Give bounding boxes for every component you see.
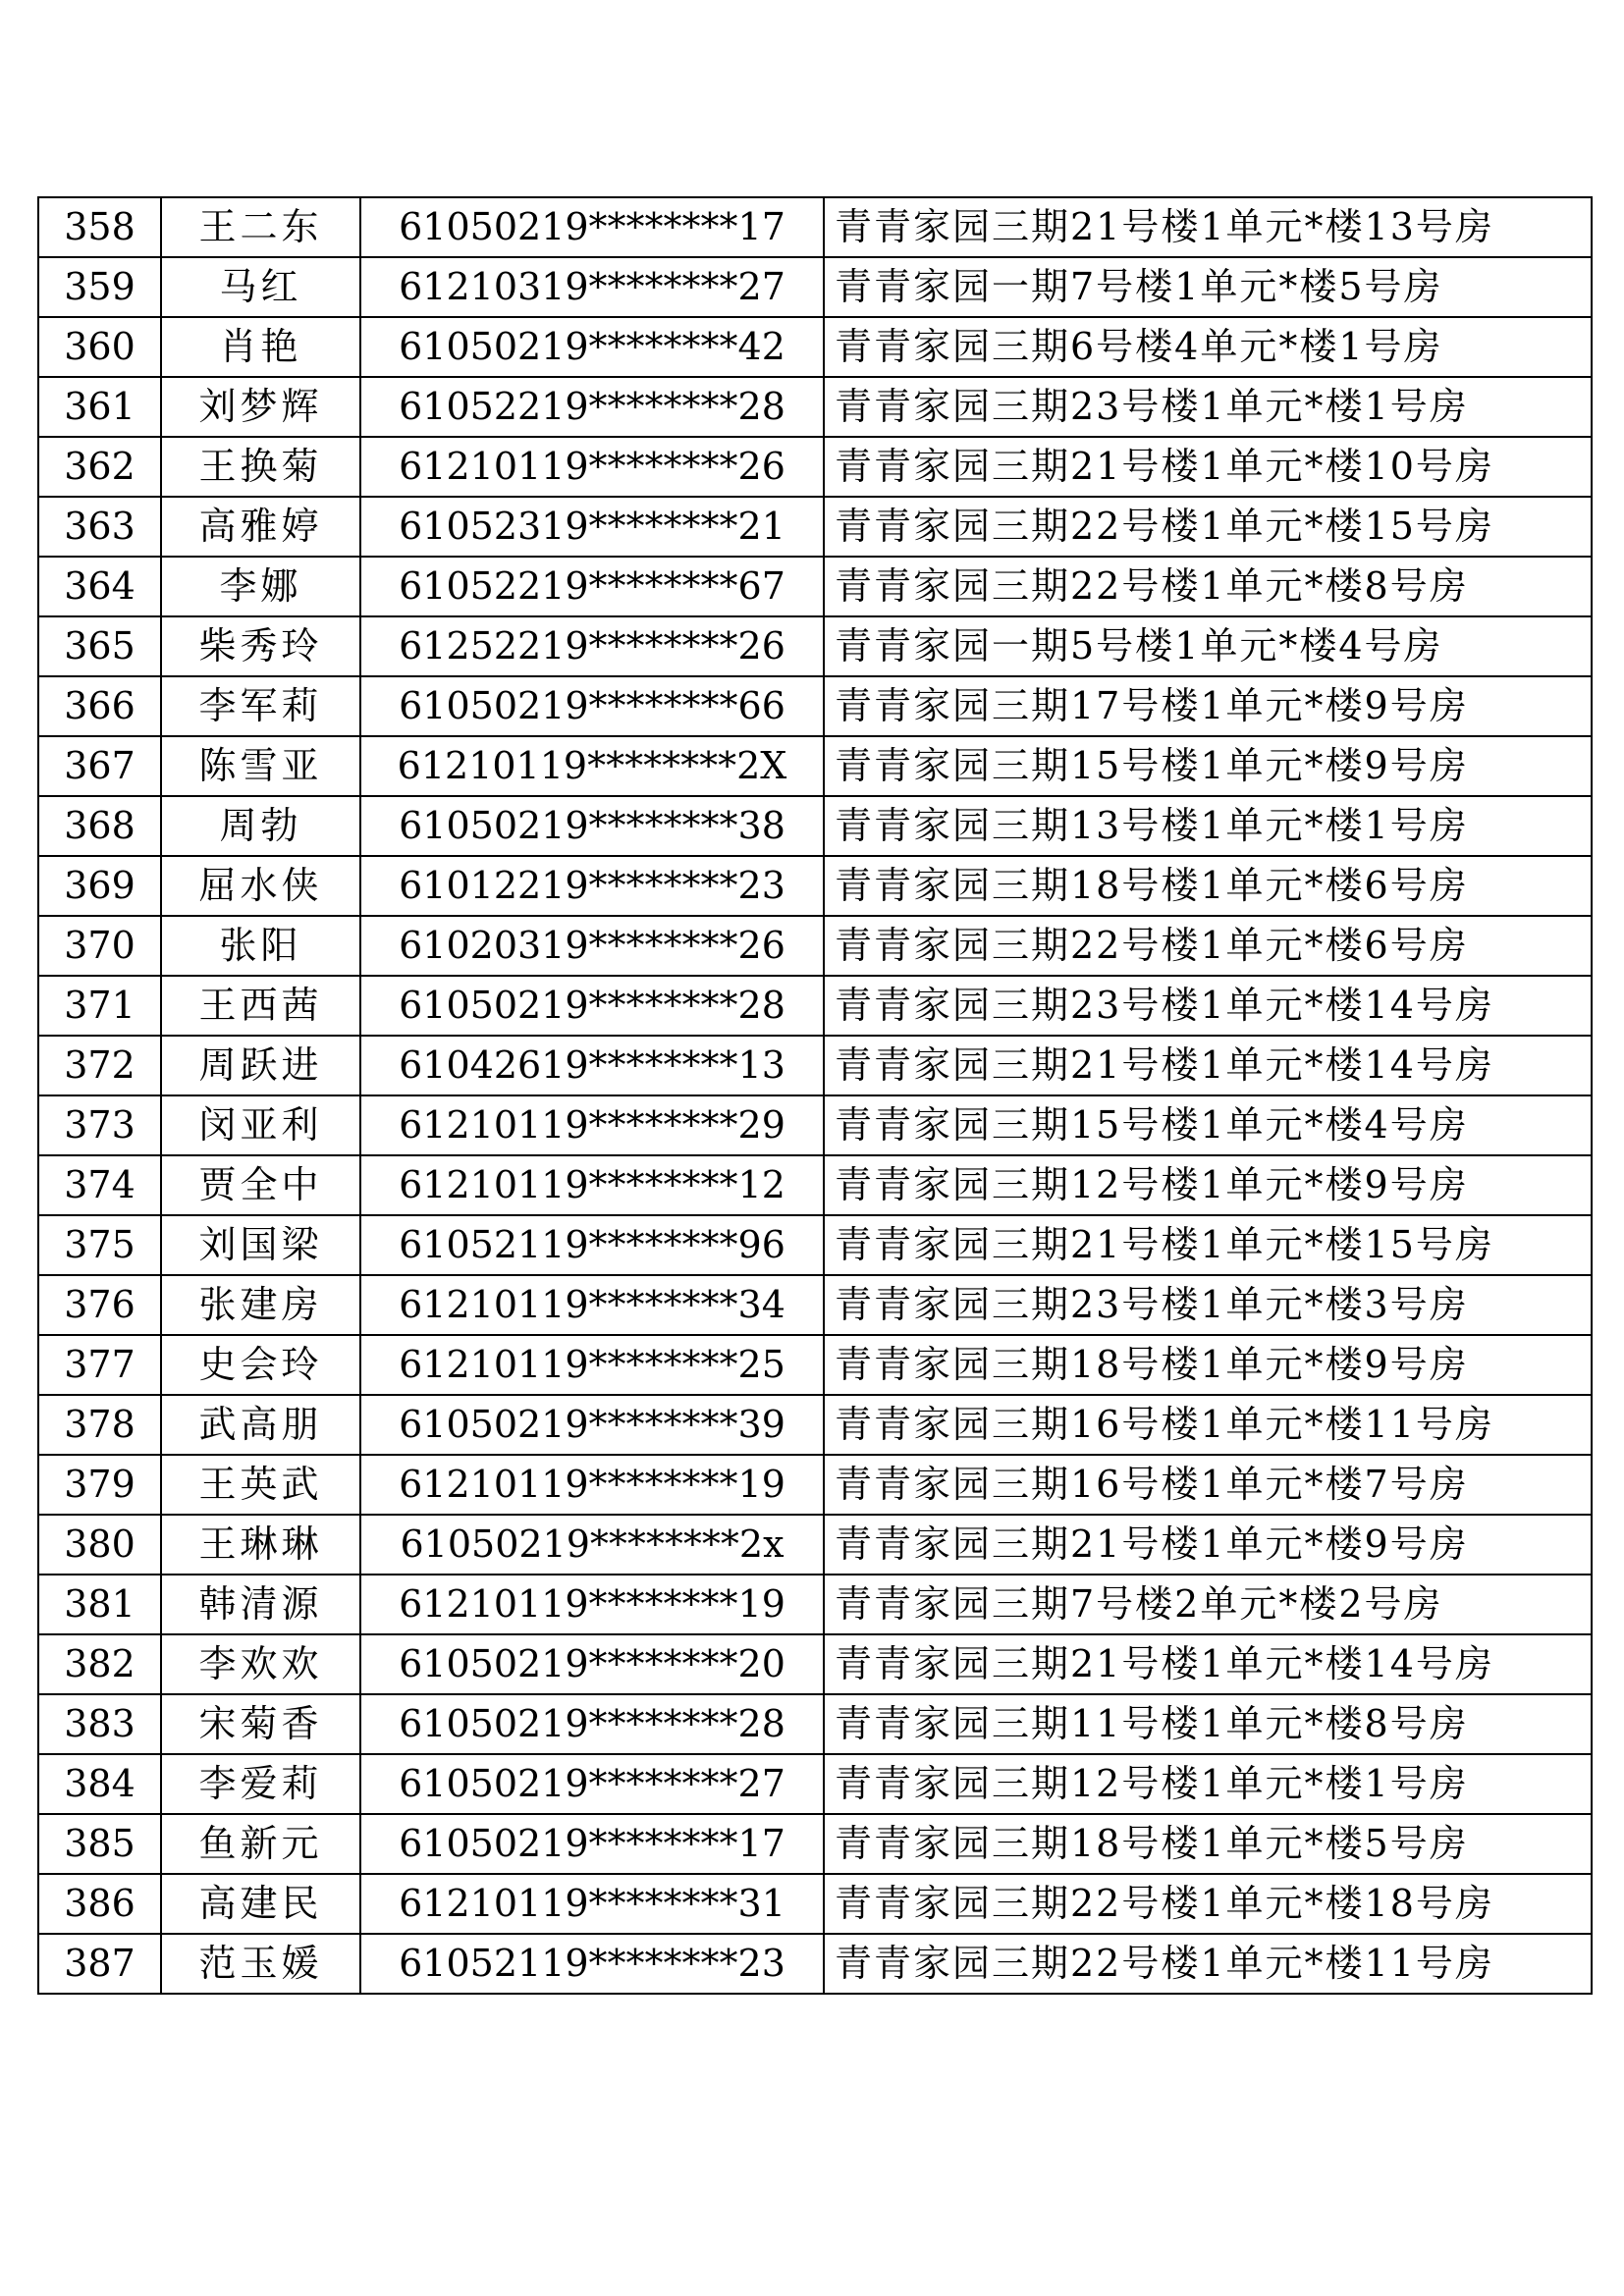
address-cell: 青青家园三期23号楼1单元*楼1号房 [824, 377, 1592, 437]
id-number-cell: 61210119********31 [360, 1874, 824, 1934]
id-number-cell: 61050219********27 [360, 1754, 824, 1814]
table-row [38, 1874, 1592, 1934]
row-number-cell: 358 [38, 197, 161, 257]
name-cell: 刘国梁 [161, 1215, 360, 1275]
address-cell: 青青家园三期16号楼1单元*楼7号房 [824, 1455, 1592, 1515]
row-number-cell: 385 [38, 1814, 161, 1874]
table-row [38, 1155, 1592, 1215]
address-cell: 青青家园三期15号楼1单元*楼4号房 [824, 1095, 1592, 1155]
address-cell: 青青家园三期22号楼1单元*楼11号房 [824, 1934, 1592, 1994]
name-cell: 李爱莉 [161, 1754, 360, 1814]
row-number-cell: 376 [38, 1275, 161, 1335]
name-cell: 王二东 [161, 197, 360, 257]
address-cell: 青青家园三期22号楼1单元*楼6号房 [824, 916, 1592, 976]
table-row [38, 976, 1592, 1036]
address-cell: 青青家园三期22号楼1单元*楼15号房 [824, 497, 1592, 557]
table-row [38, 1455, 1592, 1515]
id-number-cell: 61052219********67 [360, 557, 824, 616]
id-number-cell: 61210119********25 [360, 1335, 824, 1395]
row-number-cell: 374 [38, 1155, 161, 1215]
name-cell: 宋菊香 [161, 1694, 360, 1754]
name-cell: 周勃 [161, 796, 360, 856]
address-cell: 青青家园三期21号楼1单元*楼14号房 [824, 1634, 1592, 1694]
address-cell: 青青家园三期22号楼1单元*楼8号房 [824, 557, 1592, 616]
table-row [38, 257, 1592, 317]
row-number-cell: 384 [38, 1754, 161, 1814]
name-cell: 贾全中 [161, 1155, 360, 1215]
id-number-cell: 61252219********26 [360, 616, 824, 676]
id-number-cell: 61210119********19 [360, 1575, 824, 1634]
name-cell: 刘梦辉 [161, 377, 360, 437]
address-cell: 青青家园三期21号楼1单元*楼9号房 [824, 1515, 1592, 1575]
address-cell: 青青家园三期11号楼1单元*楼8号房 [824, 1694, 1592, 1754]
row-number-cell: 382 [38, 1634, 161, 1694]
id-number-cell: 61050219********17 [360, 197, 824, 257]
address-cell: 青青家园三期18号楼1单元*楼6号房 [824, 856, 1592, 916]
table-row [38, 1515, 1592, 1575]
id-number-cell: 61050219********28 [360, 1694, 824, 1754]
table-row [38, 1575, 1592, 1634]
row-number-cell: 380 [38, 1515, 161, 1575]
name-cell: 柴秀玲 [161, 616, 360, 676]
id-number-cell: 61210119********19 [360, 1455, 824, 1515]
row-number-cell: 378 [38, 1395, 161, 1455]
table-row [38, 736, 1592, 796]
row-number-cell: 367 [38, 736, 161, 796]
id-number-cell: 61052219********28 [360, 377, 824, 437]
table-row [38, 197, 1592, 257]
name-cell: 鱼新元 [161, 1814, 360, 1874]
row-number-cell: 375 [38, 1215, 161, 1275]
id-number-cell: 61052119********23 [360, 1934, 824, 1994]
address-cell: 青青家园三期18号楼1单元*楼5号房 [824, 1814, 1592, 1874]
table-row [38, 497, 1592, 557]
row-number-cell: 365 [38, 616, 161, 676]
table-row [38, 916, 1592, 976]
table-row [38, 1275, 1592, 1335]
table-row [38, 1036, 1592, 1095]
row-number-cell: 383 [38, 1694, 161, 1754]
id-number-cell: 61210119********29 [360, 1095, 824, 1155]
address-cell: 青青家园三期16号楼1单元*楼11号房 [824, 1395, 1592, 1455]
row-number-cell: 368 [38, 796, 161, 856]
address-cell: 青青家园一期7号楼1单元*楼5号房 [824, 257, 1592, 317]
name-cell: 李欢欢 [161, 1634, 360, 1694]
table-row [38, 676, 1592, 736]
name-cell: 王英武 [161, 1455, 360, 1515]
id-number-cell: 61210119********12 [360, 1155, 824, 1215]
roster-table [37, 196, 1593, 1995]
name-cell: 武高朋 [161, 1395, 360, 1455]
address-cell: 青青家园三期18号楼1单元*楼9号房 [824, 1335, 1592, 1395]
row-number-cell: 359 [38, 257, 161, 317]
address-cell: 青青家园三期21号楼1单元*楼13号房 [824, 197, 1592, 257]
id-number-cell: 61210119********34 [360, 1275, 824, 1335]
name-cell: 肖艳 [161, 317, 360, 377]
id-number-cell: 61012219********23 [360, 856, 824, 916]
row-number-cell: 361 [38, 377, 161, 437]
id-number-cell: 61052119********96 [360, 1215, 824, 1275]
id-number-cell: 61050219********28 [360, 976, 824, 1036]
name-cell: 王西茜 [161, 976, 360, 1036]
name-cell: 屈水侠 [161, 856, 360, 916]
name-cell: 李军莉 [161, 676, 360, 736]
table-row [38, 796, 1592, 856]
id-number-cell: 61050219********2x [360, 1515, 824, 1575]
name-cell: 史会玲 [161, 1335, 360, 1395]
id-number-cell: 61210319********27 [360, 257, 824, 317]
id-number-cell: 61210119********26 [360, 437, 824, 497]
table-row [38, 1335, 1592, 1395]
name-cell: 马红 [161, 257, 360, 317]
table-row [38, 317, 1592, 377]
table-row [38, 557, 1592, 616]
table-row [38, 1395, 1592, 1455]
table-row [38, 377, 1592, 437]
address-cell: 青青家园三期23号楼1单元*楼3号房 [824, 1275, 1592, 1335]
id-number-cell: 61050219********42 [360, 317, 824, 377]
table-row [38, 1215, 1592, 1275]
id-number-cell: 61020319********26 [360, 916, 824, 976]
name-cell: 韩清源 [161, 1575, 360, 1634]
id-number-cell: 61042619********13 [360, 1036, 824, 1095]
row-number-cell: 363 [38, 497, 161, 557]
table-row [38, 1694, 1592, 1754]
name-cell: 张阳 [161, 916, 360, 976]
id-number-cell: 61052319********21 [360, 497, 824, 557]
address-cell: 青青家园一期5号楼1单元*楼4号房 [824, 616, 1592, 676]
row-number-cell: 369 [38, 856, 161, 916]
address-cell: 青青家园三期21号楼1单元*楼15号房 [824, 1215, 1592, 1275]
address-cell: 青青家园三期21号楼1单元*楼14号房 [824, 1036, 1592, 1095]
table-row [38, 856, 1592, 916]
address-cell: 青青家园三期23号楼1单元*楼14号房 [824, 976, 1592, 1036]
name-cell: 高建民 [161, 1874, 360, 1934]
row-number-cell: 386 [38, 1874, 161, 1934]
name-cell: 闵亚利 [161, 1095, 360, 1155]
id-number-cell: 61050219********39 [360, 1395, 824, 1455]
table-row [38, 1754, 1592, 1814]
name-cell: 张建房 [161, 1275, 360, 1335]
name-cell: 周跃进 [161, 1036, 360, 1095]
address-cell: 青青家园三期12号楼1单元*楼9号房 [824, 1155, 1592, 1215]
table-row [38, 1814, 1592, 1874]
address-cell: 青青家园三期6号楼4单元*楼1号房 [824, 317, 1592, 377]
row-number-cell: 379 [38, 1455, 161, 1515]
name-cell: 陈雪亚 [161, 736, 360, 796]
roster-body [38, 197, 1592, 1994]
table-row [38, 1934, 1592, 1994]
id-number-cell: 61210119********2X [360, 736, 824, 796]
address-cell: 青青家园三期21号楼1单元*楼10号房 [824, 437, 1592, 497]
id-number-cell: 61050219********20 [360, 1634, 824, 1694]
id-number-cell: 61050219********66 [360, 676, 824, 736]
table-row [38, 616, 1592, 676]
row-number-cell: 381 [38, 1575, 161, 1634]
table-row [38, 1634, 1592, 1694]
name-cell: 王琳琳 [161, 1515, 360, 1575]
id-number-cell: 61050219********38 [360, 796, 824, 856]
row-number-cell: 377 [38, 1335, 161, 1395]
row-number-cell: 364 [38, 557, 161, 616]
row-number-cell: 360 [38, 317, 161, 377]
address-cell: 青青家园三期15号楼1单元*楼9号房 [824, 736, 1592, 796]
name-cell: 李娜 [161, 557, 360, 616]
table-row [38, 437, 1592, 497]
address-cell: 青青家园三期12号楼1单元*楼1号房 [824, 1754, 1592, 1814]
name-cell: 范玉媛 [161, 1934, 360, 1994]
table-row [38, 1095, 1592, 1155]
row-number-cell: 387 [38, 1934, 161, 1994]
address-cell: 青青家园三期13号楼1单元*楼1号房 [824, 796, 1592, 856]
address-cell: 青青家园三期7号楼2单元*楼2号房 [824, 1575, 1592, 1634]
address-cell: 青青家园三期22号楼1单元*楼18号房 [824, 1874, 1592, 1934]
row-number-cell: 373 [38, 1095, 161, 1155]
address-cell: 青青家园三期17号楼1单元*楼9号房 [824, 676, 1592, 736]
name-cell: 高雅婷 [161, 497, 360, 557]
id-number-cell: 61050219********17 [360, 1814, 824, 1874]
name-cell: 王换菊 [161, 437, 360, 497]
row-number-cell: 371 [38, 976, 161, 1036]
row-number-cell: 366 [38, 676, 161, 736]
row-number-cell: 372 [38, 1036, 161, 1095]
row-number-cell: 362 [38, 437, 161, 497]
row-number-cell: 370 [38, 916, 161, 976]
